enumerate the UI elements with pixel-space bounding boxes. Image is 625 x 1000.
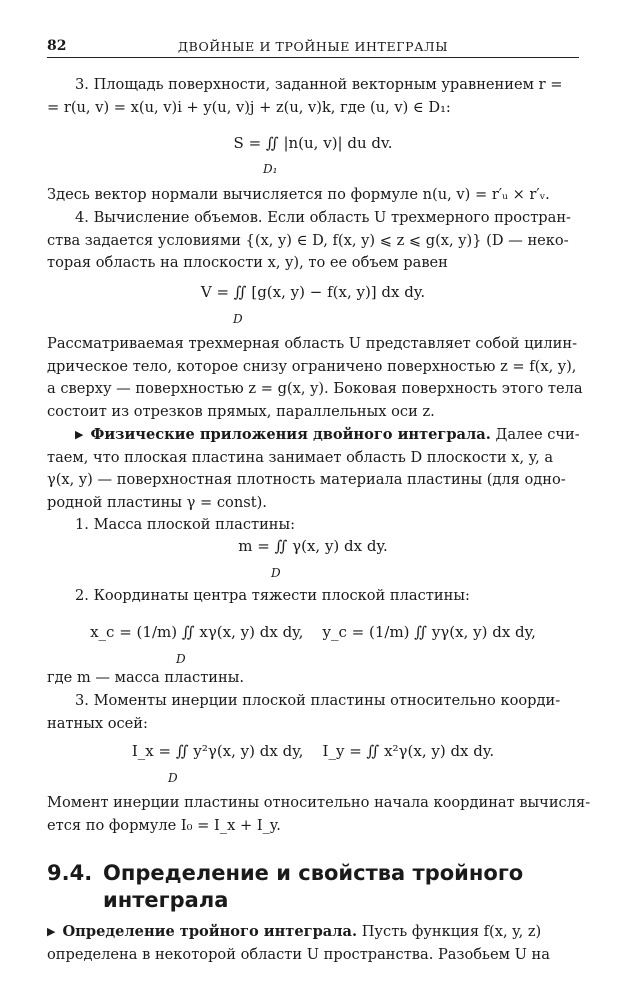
- physical-applications: [47, 424, 579, 537]
- physical-heading: Физические приложения двойного интеграла.: [90, 426, 491, 443]
- formula-mass: m = ∬ γ(x, y) dx dy.: [238, 537, 388, 555]
- formula-mass-sub: D: [271, 566, 281, 580]
- formula-center-sub: D: [176, 652, 186, 666]
- definition-heading: Определение тройного интеграла.: [62, 923, 358, 940]
- formula-inertia: [47, 742, 579, 760]
- surface-line-1: 3. Площадь поверхности, заданной векторным уравнением r =: [75, 76, 563, 93]
- center-of-mass: [47, 585, 579, 608]
- section-heading: [47, 860, 579, 914]
- page-number: 82: [47, 38, 67, 54]
- formula-center: [47, 623, 579, 641]
- cylinder-line-2: дрическое тело, которое снизу ограничено поверхностью z = f(x, y),: [47, 357, 577, 375]
- physical-line-2: таем, что плоская пластина занимает область D плоскости x, y, а: [47, 448, 554, 466]
- definition-line-2: определена в некоторой области U пространства. Разобьем U на: [47, 945, 550, 963]
- inertia-line-2: натных осей:: [47, 714, 148, 732]
- book-page: [47, 0, 591, 1000]
- inertia-line-1: 3. Моменты инерции плоской пластины относительно коорди-: [75, 692, 561, 709]
- physical-line-1-rest: Далее счи-: [490, 426, 580, 443]
- normal-line: Здесь вектор нормали вычисляется по формуле n(u, v) = r′ᵤ × r′ᵥ.: [47, 186, 550, 203]
- definition-line-1: [47, 921, 579, 944]
- cylinder-paragraph: [47, 333, 583, 423]
- physical-line-1: [47, 424, 579, 447]
- cylinder-line-3: а сверху — поверхностью z = g(x, y). Боковая поверхность этого тела: [47, 380, 583, 397]
- physical-line-4: родной пластины γ = const).: [47, 493, 267, 511]
- section-number: 9.4.: [47, 861, 93, 885]
- section-title-line-2: интеграла: [103, 888, 229, 912]
- mass-label: 1. Масса плоской пластины:: [75, 516, 296, 533]
- formula-volume: V = ∬ [g(x, y) − f(x, y)] dx dy.: [200, 283, 426, 301]
- physical-line-3: γ(x, y) — поверхностная плотность материала пластины (для одно-: [47, 471, 566, 488]
- mass-note-block: [47, 667, 579, 690]
- volume-line-2: ства задается условиями {(x, y) ∈ D, f(x, y) ⩽ z ⩽ g(x, y)} (D — неко-: [47, 231, 569, 249]
- triangle-bullet-icon: ▶: [75, 428, 84, 441]
- normal-vector-text: [47, 184, 579, 207]
- formula-surface-area: S = ∬ |n(u, v)| du dv.: [233, 134, 393, 152]
- formula-surface-sub: D₁: [263, 162, 278, 176]
- cylinder-line-1: Рассматриваемая трехмерная область U представляет собой цилин-: [47, 335, 578, 352]
- formula-ix: I_x = ∬ y²γ(x, y) dx dy,: [131, 742, 304, 760]
- running-title: ДВОЙНЫЕ И ТРОЙНЫЕ ИНТЕГРАЛЫ: [177, 39, 449, 54]
- triple-integral-definition: [47, 921, 579, 966]
- surface-line-2: = r(u, v) = x(u, v)i + y(u, v)j + z(u, v)k, где (u, v) ∈ D₁:: [47, 98, 451, 116]
- formula-volume-sub: D: [233, 312, 243, 326]
- cylinder-line-4: состоит из отрезков прямых, параллельных оси z.: [47, 402, 435, 420]
- triangle-bullet-icon: ▶: [47, 925, 56, 938]
- section-title-line-1: Определение и свойства тройного: [103, 861, 524, 885]
- item-volume: [47, 207, 579, 275]
- volume-line-3: торая область на плоскости x, y), то ее объем равен: [47, 254, 448, 271]
- inertia-moments: [47, 690, 579, 735]
- item-surface-area: [47, 74, 579, 119]
- definition-line-1-rest: Пусть функция f(x, y, z): [357, 923, 542, 940]
- formula-xc: x_c = (1/m) ∬ xγ(x, y) dx dy,: [90, 623, 304, 641]
- origin-inertia: [47, 792, 591, 837]
- formula-yc: y_c = (1/m) ∬ yγ(x, y) dx dy,: [322, 623, 536, 641]
- center-label: 2. Координаты центра тяжести плоской пластины:: [75, 587, 470, 604]
- formula-inertia-sub: D: [168, 771, 178, 785]
- origin-line-2: ется по формуле I₀ = I_x + I_y.: [47, 816, 281, 834]
- formula-iy: I_y = ∬ x²γ(x, y) dx dy.: [322, 742, 495, 760]
- mass-note: где m — масса пластины.: [47, 669, 245, 686]
- running-header: [47, 37, 579, 58]
- origin-line-1: Момент инерции пластины относительно начала координат вычисля-: [47, 794, 591, 811]
- volume-line-1: 4. Вычисление объемов. Если область U трехмерного простран-: [75, 209, 571, 226]
